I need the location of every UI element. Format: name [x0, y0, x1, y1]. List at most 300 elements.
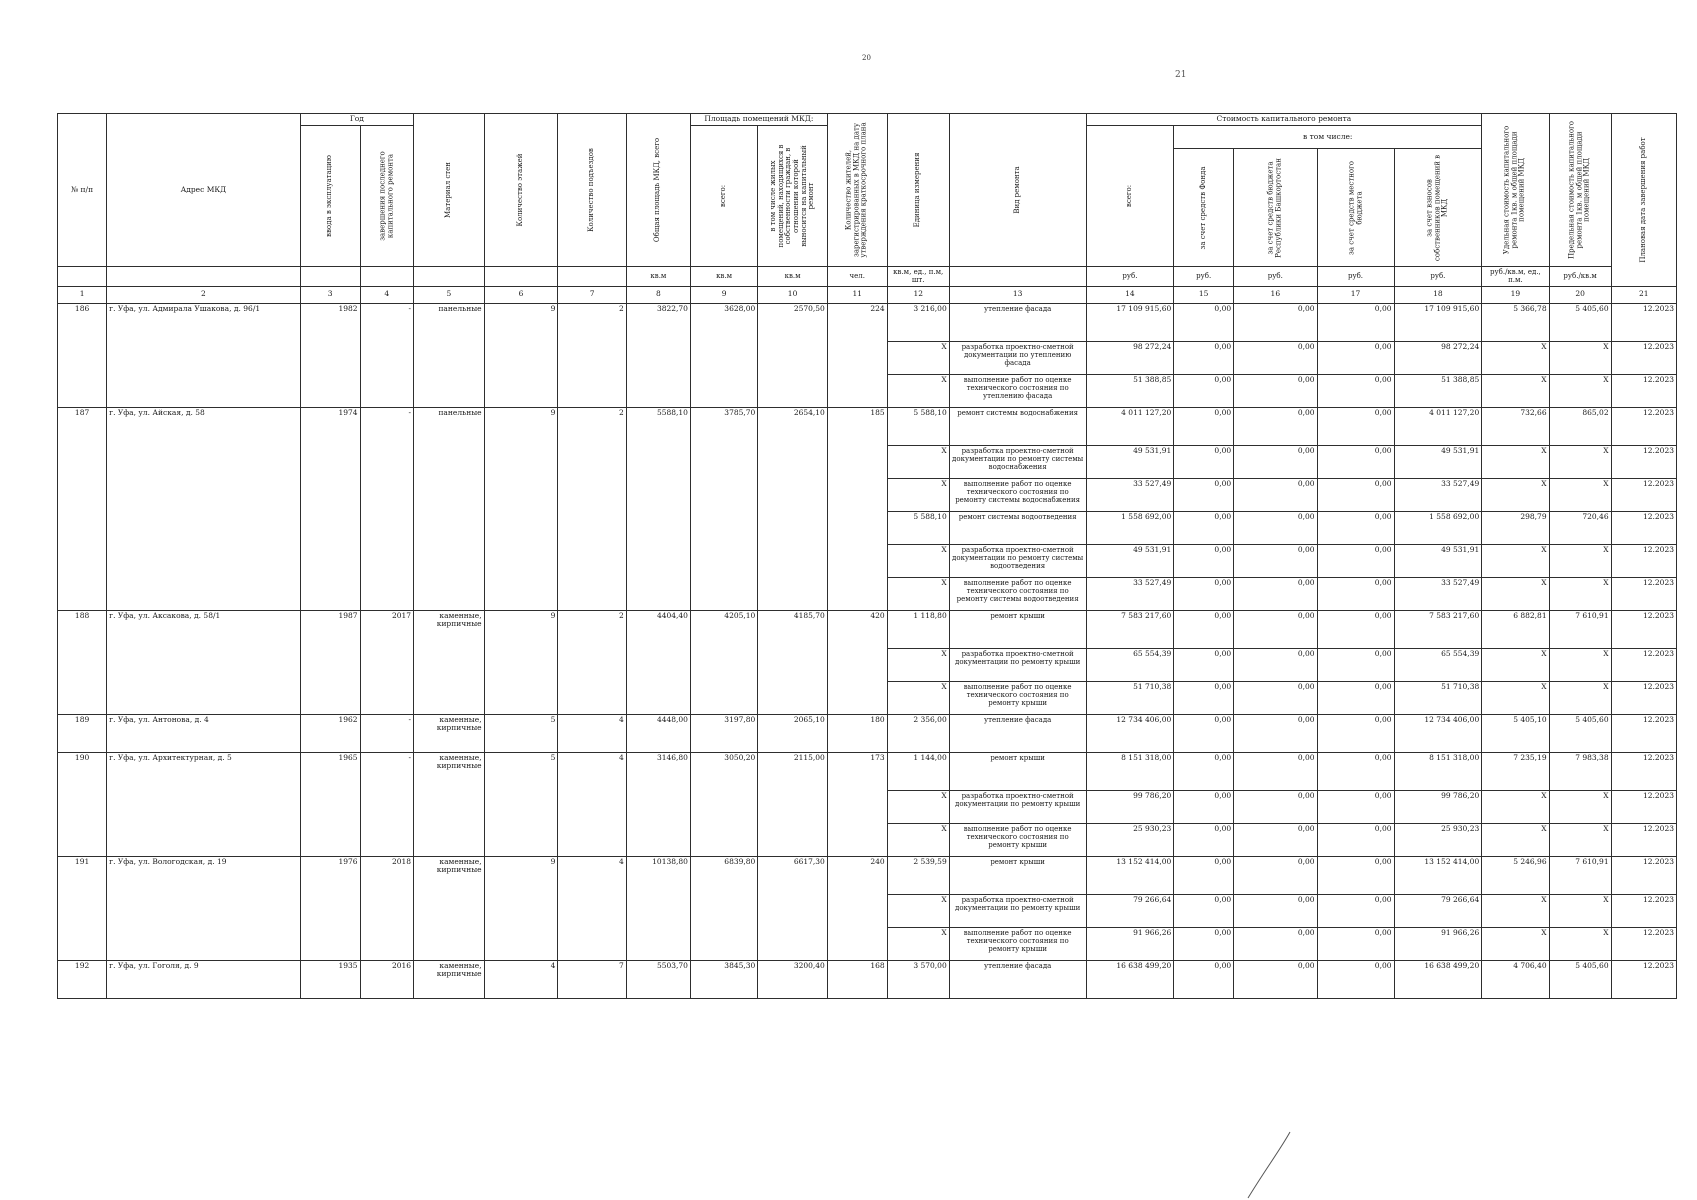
table-body: [58, 303, 1677, 998]
cell-num: 187: [58, 407, 107, 610]
table-row: [58, 610, 1677, 648]
cell-work-type: разработка проектно-сметной документации по ремонту крыши: [949, 648, 1086, 681]
cell-year-repair: -: [360, 752, 413, 856]
cell-cost-republic: 0,00: [1234, 610, 1317, 648]
cell-residents: 224: [827, 303, 887, 407]
cell-measure: X: [887, 823, 949, 856]
cell-cost-owners: 33 527,49: [1394, 478, 1482, 511]
cell-address: г. Уфа, ул. Аксакова, д. 58/1: [107, 610, 301, 714]
cell-cost-republic: 0,00: [1234, 511, 1317, 544]
cell-measure: 2 539,59: [887, 856, 949, 894]
cell-plan-date: 12.2023: [1611, 790, 1676, 823]
cell-plan-date: 12.2023: [1611, 303, 1676, 341]
cell-work-type: выполнение работ по оценке технического состояния по ремонту крыши: [949, 823, 1086, 856]
cell-cost-republic: 0,00: [1234, 577, 1317, 610]
cell-plan-date: 12.2023: [1611, 752, 1676, 790]
cell-cost-local: 0,00: [1317, 823, 1394, 856]
cell-work-type: разработка проектно-сметной документации по ремонту системы водоотведения: [949, 544, 1086, 577]
column-number: 4: [360, 286, 413, 303]
cell-cost-owners: 33 527,49: [1394, 577, 1482, 610]
cell-floors: 9: [484, 610, 558, 714]
unit-cost-local: руб.: [1317, 267, 1394, 287]
cell-cost-total: 33 527,49: [1086, 478, 1174, 511]
cell-work-type: разработка проектно-сметной документации по утеплению фасада: [949, 341, 1086, 374]
cell-cost-fund: 0,00: [1174, 960, 1234, 998]
cell-plan-date: 12.2023: [1611, 478, 1676, 511]
cell-cost-local: 0,00: [1317, 478, 1394, 511]
cell-total-area: 10138,80: [626, 856, 690, 960]
header-cost-incl: в том числе:: [1174, 125, 1482, 148]
cell-cost-total: 49 531,91: [1086, 445, 1174, 478]
cell-cost-owners: 8 151 318,00: [1394, 752, 1482, 790]
cell-residents: 420: [827, 610, 887, 714]
cell-specific-cost: X: [1482, 341, 1549, 374]
unit-limit: руб./кв.м: [1549, 267, 1611, 287]
cell-specific-cost: 5 366,78: [1482, 303, 1549, 341]
cell-cost-owners: 51 388,85: [1394, 374, 1482, 407]
cell-measure: 1 144,00: [887, 752, 949, 790]
unit-total-area: кв.м: [626, 267, 690, 287]
cell-residents: 185: [827, 407, 887, 610]
unit-specific: руб./кв.м, ед., п.м.: [1482, 267, 1549, 287]
cell-total-area: 4448,00: [626, 714, 690, 752]
header-plan-date: Плановая дата завершения работ: [1611, 114, 1676, 287]
header-limit-cost: Предельная стоимость капитального ремонта 1кв. м общей площади помещений МКД: [1549, 114, 1611, 267]
table-row: [58, 714, 1677, 752]
unit-premises-total: кв.м: [690, 267, 757, 287]
cell-year-built: 1965: [300, 752, 360, 856]
capital-repair-table-container: [57, 113, 1677, 999]
cell-premises-total: 3050,20: [690, 752, 757, 856]
cell-cost-local: 0,00: [1317, 511, 1394, 544]
cell-cost-fund: 0,00: [1174, 407, 1234, 445]
cell-cost-owners: 17 109 915,60: [1394, 303, 1482, 341]
cell-cost-total: 51 388,85: [1086, 374, 1174, 407]
cell-limit-cost: 7 983,38: [1549, 752, 1611, 790]
cell-cost-republic: 0,00: [1234, 823, 1317, 856]
cell-material: каменные, кирпичные: [414, 610, 485, 714]
column-number: 2: [107, 286, 301, 303]
table-row: [58, 752, 1677, 790]
column-number: 21: [1611, 286, 1676, 303]
cell-cost-total: 7 583 217,60: [1086, 610, 1174, 648]
unit-cost-total: руб.: [1086, 267, 1174, 287]
cell-cost-republic: 0,00: [1234, 752, 1317, 790]
unit-measure: кв.м, ед., п.м, шт.: [887, 267, 949, 287]
unit-cost-republic: руб.: [1234, 267, 1317, 287]
cell-floors: 5: [484, 714, 558, 752]
cell-cost-owners: 12 734 406,00: [1394, 714, 1482, 752]
unit-cell: [360, 267, 413, 287]
unit-cell: [107, 267, 301, 287]
header-cost-owners: за счет взносов собственников помещений в МКД: [1394, 149, 1482, 267]
cell-cost-local: 0,00: [1317, 790, 1394, 823]
header-cost-fund: за счет средств Фонда: [1174, 149, 1234, 267]
cell-specific-cost: X: [1482, 544, 1549, 577]
cell-work-type: выполнение работ по оценке технического состояния по ремонту крыши: [949, 927, 1086, 960]
cell-cost-fund: 0,00: [1174, 752, 1234, 790]
cell-total-area: 5503,70: [626, 960, 690, 998]
cell-specific-cost: X: [1482, 374, 1549, 407]
cell-cost-owners: 99 786,20: [1394, 790, 1482, 823]
cell-measure: X: [887, 341, 949, 374]
column-number: 3: [300, 286, 360, 303]
cell-cost-fund: 0,00: [1174, 927, 1234, 960]
cell-cost-owners: 79 266,64: [1394, 894, 1482, 927]
cell-limit-cost: X: [1549, 927, 1611, 960]
cell-cost-owners: 91 966,26: [1394, 927, 1482, 960]
cell-year-repair: 2016: [360, 960, 413, 998]
cell-plan-date: 12.2023: [1611, 856, 1676, 894]
cell-total-area: 4404,40: [626, 610, 690, 714]
cell-work-type: разработка проектно-сметной документации по ремонту крыши: [949, 790, 1086, 823]
cell-year-built: 1976: [300, 856, 360, 960]
column-number: 5: [414, 286, 485, 303]
cell-measure: 3 216,00: [887, 303, 949, 341]
cell-entrances: 2: [558, 407, 626, 610]
unit-cell: [558, 267, 626, 287]
cell-plan-date: 12.2023: [1611, 648, 1676, 681]
cell-cost-republic: 0,00: [1234, 790, 1317, 823]
cell-cost-owners: 49 531,91: [1394, 544, 1482, 577]
capital-repair-table: [57, 113, 1677, 999]
cell-specific-cost: X: [1482, 823, 1549, 856]
cell-specific-cost: 5 405,10: [1482, 714, 1549, 752]
cell-cost-republic: 0,00: [1234, 544, 1317, 577]
cell-cost-fund: 0,00: [1174, 714, 1234, 752]
cell-plan-date: 12.2023: [1611, 407, 1676, 445]
cell-premises-owned: 3200,40: [758, 960, 828, 998]
unit-cell: [949, 267, 1086, 287]
cell-cost-fund: 0,00: [1174, 478, 1234, 511]
cell-cost-local: 0,00: [1317, 407, 1394, 445]
cell-cost-republic: 0,00: [1234, 856, 1317, 894]
page-number: 20: [862, 54, 871, 62]
cell-address: г. Уфа, ул. Гоголя, д. 9: [107, 960, 301, 998]
cell-specific-cost: 4 706,40: [1482, 960, 1549, 998]
cell-specific-cost: X: [1482, 681, 1549, 714]
column-numbers-row: [58, 286, 1677, 303]
cell-specific-cost: X: [1482, 478, 1549, 511]
cell-limit-cost: X: [1549, 790, 1611, 823]
cell-cost-total: 8 151 318,00: [1086, 752, 1174, 790]
cell-cost-owners: 16 638 499,20: [1394, 960, 1482, 998]
cell-residents: 168: [827, 960, 887, 998]
cell-cost-total: 79 266,64: [1086, 894, 1174, 927]
cell-residents: 180: [827, 714, 887, 752]
cell-address: г. Уфа, ул. Айская, д. 58: [107, 407, 301, 610]
cell-specific-cost: X: [1482, 894, 1549, 927]
cell-cost-republic: 0,00: [1234, 445, 1317, 478]
cell-cost-total: 98 272,24: [1086, 341, 1174, 374]
cell-cost-fund: 0,00: [1174, 341, 1234, 374]
column-number: 9: [690, 286, 757, 303]
units-row: [58, 267, 1677, 287]
cell-cost-total: 16 638 499,20: [1086, 960, 1174, 998]
cell-floors: 9: [484, 856, 558, 960]
table-row: [58, 960, 1677, 998]
cell-cost-total: 99 786,20: [1086, 790, 1174, 823]
cell-cost-fund: 0,00: [1174, 610, 1234, 648]
cell-limit-cost: 7 610,91: [1549, 856, 1611, 894]
cell-cost-local: 0,00: [1317, 856, 1394, 894]
cell-cost-fund: 0,00: [1174, 374, 1234, 407]
cell-material: панельные: [414, 303, 485, 407]
cell-cost-local: 0,00: [1317, 960, 1394, 998]
cell-year-repair: -: [360, 303, 413, 407]
cell-measure: X: [887, 681, 949, 714]
table-row: [58, 303, 1677, 341]
column-number: 1: [58, 286, 107, 303]
cell-premises-total: 4205,10: [690, 610, 757, 714]
cell-residents: 173: [827, 752, 887, 856]
cell-cost-total: 12 734 406,00: [1086, 714, 1174, 752]
cell-cost-republic: 0,00: [1234, 407, 1317, 445]
cell-entrances: 7: [558, 960, 626, 998]
unit-cell: [414, 267, 485, 287]
cell-year-built: 1974: [300, 407, 360, 610]
cell-cost-local: 0,00: [1317, 894, 1394, 927]
cell-year-repair: -: [360, 407, 413, 610]
header-premises-group: Площадь помещений МКД:: [690, 114, 827, 126]
cell-specific-cost: 732,66: [1482, 407, 1549, 445]
column-number: 18: [1394, 286, 1482, 303]
cell-cost-local: 0,00: [1317, 927, 1394, 960]
cell-limit-cost: 5 405,60: [1549, 303, 1611, 341]
header-address: Адрес МКД: [107, 114, 301, 267]
unit-premises-owned: кв.м: [758, 267, 828, 287]
cell-cost-republic: 0,00: [1234, 648, 1317, 681]
cell-cost-owners: 51 710,38: [1394, 681, 1482, 714]
cell-num: 192: [58, 960, 107, 998]
cell-year-repair: -: [360, 714, 413, 752]
header-entrances: Количество подъездов: [558, 114, 626, 267]
cell-cost-local: 0,00: [1317, 544, 1394, 577]
cell-premises-owned: 4185,70: [758, 610, 828, 714]
cell-floors: 4: [484, 960, 558, 998]
header-wall-material: Материал стен: [414, 114, 485, 267]
cell-measure: X: [887, 790, 949, 823]
cell-plan-date: 12.2023: [1611, 445, 1676, 478]
cell-cost-local: 0,00: [1317, 341, 1394, 374]
cell-year-built: 1982: [300, 303, 360, 407]
column-number: 17: [1317, 286, 1394, 303]
cell-plan-date: 12.2023: [1611, 341, 1676, 374]
cell-year-built: 1987: [300, 610, 360, 714]
cell-num: 190: [58, 752, 107, 856]
cell-cost-republic: 0,00: [1234, 960, 1317, 998]
cell-floors: 9: [484, 303, 558, 407]
cell-measure: X: [887, 577, 949, 610]
cell-cost-local: 0,00: [1317, 681, 1394, 714]
cell-num: 186: [58, 303, 107, 407]
unit-cell: [58, 267, 107, 287]
cell-specific-cost: X: [1482, 577, 1549, 610]
cell-specific-cost: 6 882,81: [1482, 610, 1549, 648]
column-number: 14: [1086, 286, 1174, 303]
cell-cost-local: 0,00: [1317, 445, 1394, 478]
cell-work-type: утепление фасада: [949, 960, 1086, 998]
cell-work-type: ремонт системы водоснабжения: [949, 407, 1086, 445]
cell-cost-total: 51 710,38: [1086, 681, 1174, 714]
cell-limit-cost: X: [1549, 648, 1611, 681]
cell-entrances: 4: [558, 752, 626, 856]
cell-year-repair: 2017: [360, 610, 413, 714]
header-cost-republic: за счет средств бюджета Республики Башкортостан: [1234, 149, 1317, 267]
cell-measure: 5 588,10: [887, 511, 949, 544]
cell-cost-republic: 0,00: [1234, 478, 1317, 511]
cell-cost-total: 91 966,26: [1086, 927, 1174, 960]
cell-cost-local: 0,00: [1317, 577, 1394, 610]
cell-entrances: 4: [558, 856, 626, 960]
cell-plan-date: 12.2023: [1611, 681, 1676, 714]
cell-work-type: выполнение работ по оценке технического состояния по утеплению фасада: [949, 374, 1086, 407]
cell-floors: 5: [484, 752, 558, 856]
cell-address: г. Уфа, ул. Вологодская, д. 19: [107, 856, 301, 960]
cell-limit-cost: 5 405,60: [1549, 960, 1611, 998]
cell-cost-fund: 0,00: [1174, 577, 1234, 610]
cell-premises-total: 3628,00: [690, 303, 757, 407]
cell-measure: X: [887, 927, 949, 960]
table-head: [58, 114, 1677, 304]
cell-cost-total: 1 558 692,00: [1086, 511, 1174, 544]
cell-specific-cost: X: [1482, 790, 1549, 823]
cell-measure: X: [887, 445, 949, 478]
cell-limit-cost: X: [1549, 544, 1611, 577]
header-total-area: Общая площадь МКД, всего: [626, 114, 690, 267]
table-row: [58, 856, 1677, 894]
cell-residents: 240: [827, 856, 887, 960]
cell-cost-owners: 7 583 217,60: [1394, 610, 1482, 648]
cell-work-type: ремонт крыши: [949, 610, 1086, 648]
cell-num: 191: [58, 856, 107, 960]
cell-cost-owners: 65 554,39: [1394, 648, 1482, 681]
cell-measure: 2 356,00: [887, 714, 949, 752]
cell-entrances: 2: [558, 610, 626, 714]
corner-mark: 21: [1175, 70, 1187, 80]
cell-cost-local: 0,00: [1317, 374, 1394, 407]
cell-total-area: 3146,80: [626, 752, 690, 856]
unit-cell: [484, 267, 558, 287]
column-number: 8: [626, 286, 690, 303]
cell-cost-republic: 0,00: [1234, 927, 1317, 960]
column-number: 12: [887, 286, 949, 303]
cell-cost-local: 0,00: [1317, 610, 1394, 648]
column-number: 13: [949, 286, 1086, 303]
cell-material: каменные, кирпичные: [414, 856, 485, 960]
cell-limit-cost: X: [1549, 823, 1611, 856]
header-specific-cost: Удельная стоимость капитального ремонта 1кв. м общей площади помещений МКД: [1482, 114, 1549, 267]
cell-cost-total: 33 527,49: [1086, 577, 1174, 610]
cell-measure: X: [887, 544, 949, 577]
cell-premises-total: 3197,80: [690, 714, 757, 752]
header-premises-total: всего:: [690, 125, 757, 266]
column-number: 6: [484, 286, 558, 303]
cell-cost-republic: 0,00: [1234, 894, 1317, 927]
column-number: 7: [558, 286, 626, 303]
cell-specific-cost: X: [1482, 445, 1549, 478]
unit-residents: чел.: [827, 267, 887, 287]
header-year-last-repair: завершения последнего капитального ремонта: [360, 125, 413, 266]
cell-specific-cost: 7 235,19: [1482, 752, 1549, 790]
cell-limit-cost: 865,02: [1549, 407, 1611, 445]
cell-cost-total: 17 109 915,60: [1086, 303, 1174, 341]
cell-material: каменные, кирпичные: [414, 714, 485, 752]
cell-premises-total: 3785,70: [690, 407, 757, 610]
unit-cost-fund: руб.: [1174, 267, 1234, 287]
pen-stroke-mark: [1245, 1130, 1295, 1200]
header-num: № п/п: [58, 114, 107, 267]
header-cost-local: за счет средств местного бюджета: [1317, 149, 1394, 267]
cell-plan-date: 12.2023: [1611, 577, 1676, 610]
cell-cost-fund: 0,00: [1174, 856, 1234, 894]
cell-cost-republic: 0,00: [1234, 341, 1317, 374]
cell-plan-date: 12.2023: [1611, 544, 1676, 577]
cell-work-type: ремонт системы водоотведения: [949, 511, 1086, 544]
cell-premises-owned: 6617,30: [758, 856, 828, 960]
cell-premises-total: 3845,30: [690, 960, 757, 998]
cell-plan-date: 12.2023: [1611, 610, 1676, 648]
cell-cost-fund: 0,00: [1174, 790, 1234, 823]
cell-measure: 5 588,10: [887, 407, 949, 445]
cell-measure: X: [887, 374, 949, 407]
header-year-group: Год: [300, 114, 413, 126]
cell-address: г. Уфа, ул. Архитектурная, д. 5: [107, 752, 301, 856]
cell-plan-date: 12.2023: [1611, 894, 1676, 927]
cell-premises-owned: 2065,10: [758, 714, 828, 752]
cell-limit-cost: X: [1549, 445, 1611, 478]
cell-cost-fund: 0,00: [1174, 648, 1234, 681]
cell-measure: 1 118,80: [887, 610, 949, 648]
cell-cost-fund: 0,00: [1174, 445, 1234, 478]
table-row: [58, 407, 1677, 445]
cell-cost-local: 0,00: [1317, 714, 1394, 752]
cell-limit-cost: X: [1549, 894, 1611, 927]
cell-premises-owned: 2115,00: [758, 752, 828, 856]
cell-floors: 9: [484, 407, 558, 610]
cell-material: панельные: [414, 407, 485, 610]
cell-cost-total: 13 152 414,00: [1086, 856, 1174, 894]
cell-work-type: утепление фасада: [949, 714, 1086, 752]
cell-cost-owners: 1 558 692,00: [1394, 511, 1482, 544]
header-residents: Количество жителей, зарегистрированных в МКД на дату утверждения краткосрочного плана: [827, 114, 887, 267]
cell-limit-cost: X: [1549, 577, 1611, 610]
cell-cost-local: 0,00: [1317, 648, 1394, 681]
cell-plan-date: 12.2023: [1611, 374, 1676, 407]
header-unit: Единица измерения: [887, 114, 949, 267]
cell-address: г. Уфа, ул. Антонова, д. 4: [107, 714, 301, 752]
cell-year-built: 1935: [300, 960, 360, 998]
column-number: 11: [827, 286, 887, 303]
cell-premises-owned: 2570,50: [758, 303, 828, 407]
column-number: 20: [1549, 286, 1611, 303]
cell-limit-cost: X: [1549, 374, 1611, 407]
column-number: 19: [1482, 286, 1549, 303]
cell-cost-owners: 4 011 127,20: [1394, 407, 1482, 445]
header-work-type: Вид ремонта: [949, 114, 1086, 267]
cell-work-type: выполнение работ по оценке технического состояния по ремонту системы водоснабжения: [949, 478, 1086, 511]
cell-limit-cost: X: [1549, 341, 1611, 374]
cell-total-area: 3822,70: [626, 303, 690, 407]
cell-cost-fund: 0,00: [1174, 511, 1234, 544]
cell-entrances: 2: [558, 303, 626, 407]
cell-work-type: разработка проектно-сметной документации по ремонту крыши: [949, 894, 1086, 927]
cell-entrances: 4: [558, 714, 626, 752]
cell-total-area: 5588,10: [626, 407, 690, 610]
unit-cell: [300, 267, 360, 287]
header-premises-owned: в том числе жилых помещений, находящихся в собственности граждан, в отношении которой выносится на капитальный ремонт: [758, 125, 828, 266]
cell-measure: 3 570,00: [887, 960, 949, 998]
